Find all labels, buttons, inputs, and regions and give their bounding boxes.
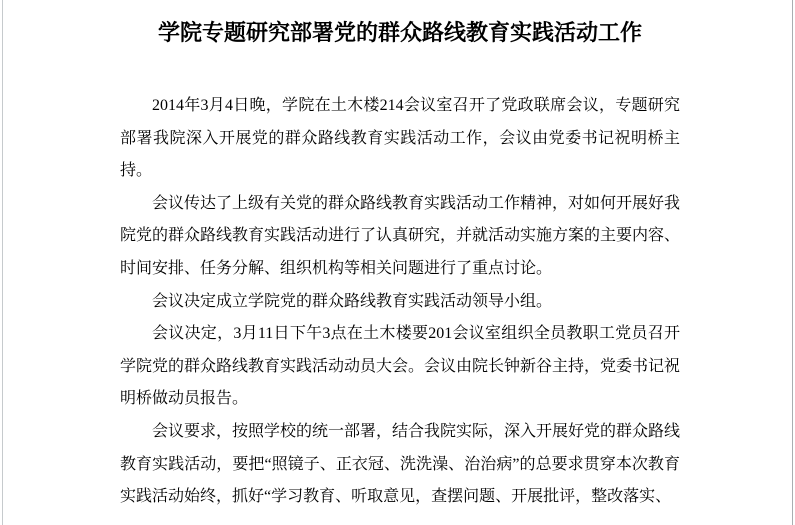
paragraph: 会议传达了上级有关党的群众路线教育实践活动工作精神，对如何开展好我院党的群众路线教育实践活动进行了认真研究，并就活动实施方案的主要内容、时间安排、任务分解、组织机构等相关问题进行了重点讨论。 xyxy=(120,194,681,277)
paragraph: 会议要求，按照学校的统一部署，结合我院实际，深入开展好党的群众路线教育实践活动，要把“照镜子、正衣冠、洗洗澡、治治病”的总要求贯穿本次教育实践活动始终，抓好“学习教育、听取意见，查摆问题、开展批评，整改落实、 xyxy=(120,422,681,506)
paragraph: 2014年3月4日晚，学院在土木楼214会议室召开了党政联席会议，专题研究部署我院深入开展党的群众路线教育实践活动工作，会议由党委书记祝明桥主持。 xyxy=(120,97,680,180)
page-right-border xyxy=(792,0,793,525)
paragraph: 会议决定，3月11日下午3点在土木楼要201会议室组织全员教职工党员召开学院党的群众路线教育实践活动动员大会。会议由院长钟新谷主持，党委书记祝明桥做动员报告。 xyxy=(120,325,681,408)
page-left-border xyxy=(2,0,3,525)
document-content xyxy=(120,0,680,514)
paragraph: 会议决定成立学院党的群众路线教育实践活动领导小组。 xyxy=(152,292,553,310)
document-title: 学院专题研究部署党的群众路线教育实践活动工作 xyxy=(157,20,642,45)
